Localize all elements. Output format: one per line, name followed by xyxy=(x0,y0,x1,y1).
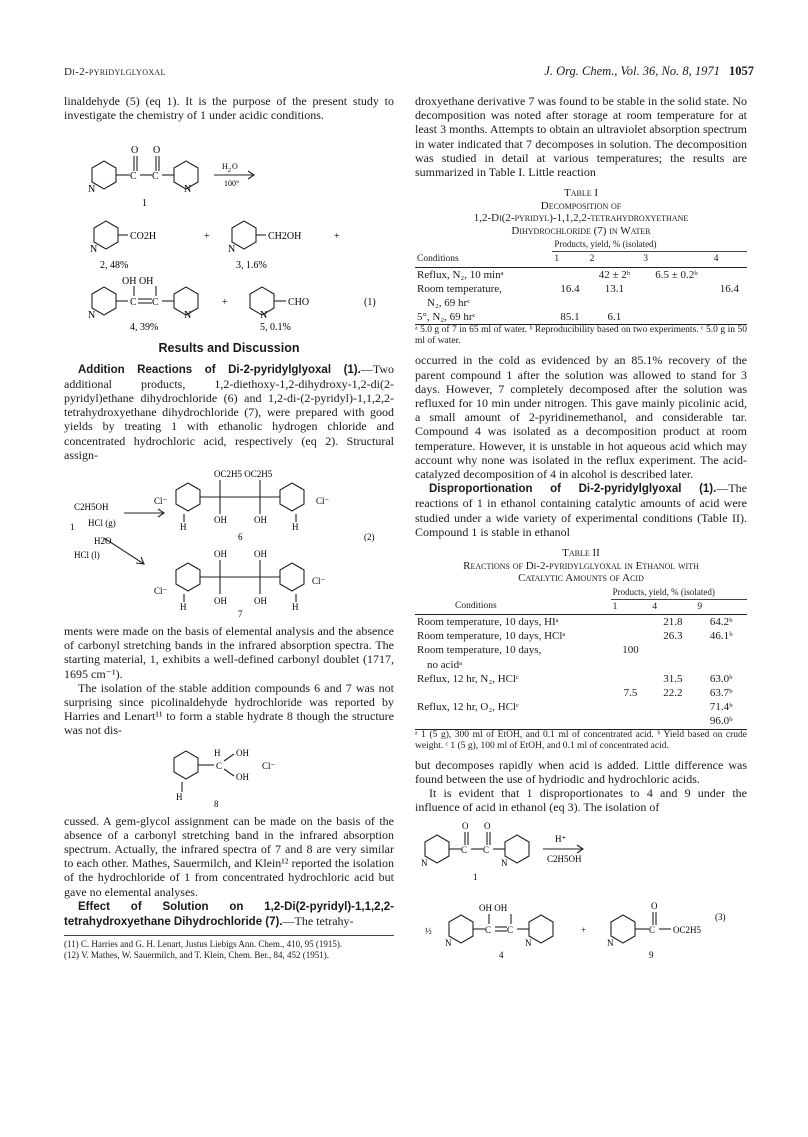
table-cell: 100 xyxy=(622,644,639,657)
h-label-6a: H xyxy=(180,522,187,533)
table-1-col-2: 2 xyxy=(589,254,595,265)
reagent-ethanol: C2H5OH xyxy=(74,502,109,513)
table-cell: 21.8 xyxy=(650,614,695,629)
table-cell: Reflux, 12 hr, N₂, HClᶜ xyxy=(417,672,519,685)
table-1-row xyxy=(415,310,747,325)
paragraph-structure: ments were made on the basis of elemental analysis and the absence of carbonyl stretching bands in the infrared absorption spectra. The starting material, 1, exhibits a well-defined carbonyl doublet (1717, 1695 cm⁻¹). xyxy=(64,624,394,681)
table-cell: Room temperature, 10 days, HIᵃ xyxy=(415,614,611,629)
table-2-title-line-1: Reactions of Di-2-pyridylglyoxal in Ethanol with xyxy=(463,559,699,572)
reagent-ethanol: C2H5OH xyxy=(547,854,582,865)
table-2-row xyxy=(415,672,747,686)
table-cell: 31.5 xyxy=(663,672,683,685)
reference-12: (12) V. Mathes, W. Sauermilch, and T. Klein, Chem. Ber., 84, 452 (1951). xyxy=(64,950,330,961)
paragraph-disproportionation-text: —The reactions of 1 in ethanol containing catalytic amounts of acid were studied under a wide variety of experimental conditions (Table II). Compound 1 is stable in ethanol xyxy=(415,481,747,539)
journal-name: J. Org. Chem., Vol. 36, No. 8, 1971 xyxy=(544,64,720,78)
svg-text:N: N xyxy=(525,938,532,949)
svg-text:+: + xyxy=(334,231,340,243)
oh-label-7d: OH xyxy=(254,596,267,607)
table-cell: N₂, 69 hrᶜ xyxy=(427,297,471,310)
table-cell: 16.4 xyxy=(560,282,580,295)
runin-heading-solution: Effect of Solution on 1,2-Di(2-pyridyl)-1,1,2,2-tetrahydroxyethane Dihydrochloride (7). xyxy=(64,900,394,929)
table-2-number: Table II xyxy=(562,547,600,560)
svg-text:N: N xyxy=(501,858,508,869)
chloride-6a: Cl⁻ xyxy=(154,496,168,507)
references xyxy=(64,935,394,961)
svg-text:N: N xyxy=(228,244,236,256)
table-2-grid xyxy=(415,585,747,730)
svg-text:Cl⁻: Cl⁻ xyxy=(262,760,276,771)
chloride-7a: Cl⁻ xyxy=(154,586,168,597)
table-cell: Room temperature, 10 days, HClᵃ xyxy=(417,630,566,643)
half-coefficient: ½ xyxy=(425,926,432,937)
svg-text:C: C xyxy=(461,845,468,856)
table-cell xyxy=(611,614,651,629)
paragraph-evident: It is evident that 1 disproportionates to 4 and 9 under the influence of acid in ethanol (eq 3). The isolation of xyxy=(415,786,747,815)
left-column xyxy=(64,94,394,961)
table-1-row xyxy=(415,296,747,310)
ch2oh-group: CH2OH xyxy=(268,231,302,243)
svg-text:OH: OH xyxy=(236,771,249,782)
table-cell: 6.1 xyxy=(588,310,642,325)
compound-6-label: 6 xyxy=(238,532,243,543)
reference-11: (11) C. Harries and G. H. Lenart, Justus Liebigs Ann. Chem., 410, 95 (1915). xyxy=(64,939,343,950)
table-cell: Reflux, 12 hr, O₂, HClᶜ xyxy=(417,701,519,714)
table-1-col-conditions: Conditions xyxy=(417,253,459,264)
table-2-row xyxy=(415,614,747,629)
equation-2-start-label: 1 xyxy=(70,522,75,533)
table-1-row xyxy=(415,282,747,296)
svg-text:C: C xyxy=(152,297,159,309)
svg-text:2: 2 xyxy=(228,168,231,175)
table-1-footnotes: ᵃ 5.0 g of 7 in 65 ml of water. ᵇ Reproducibility based on two experiments. ᶜ 5.0 g in 50 ml of water. xyxy=(415,325,747,347)
intro-paragraph: linaldehyde (5) (eq 1). It is the purpose of the present study to investigate the chemistry of 1 under acidic conditions. xyxy=(64,94,394,123)
svg-text:+: + xyxy=(581,925,587,936)
table-2-title-line-2: Catalytic Amounts of Acid xyxy=(518,572,644,585)
svg-text:N: N xyxy=(184,184,192,196)
right-column xyxy=(415,94,747,966)
running-head: Di-2-pyridylglyoxal xyxy=(64,66,166,78)
compound-1-label: 1 xyxy=(142,198,147,210)
svg-text:OH: OH xyxy=(236,747,249,758)
section-heading: Results and Discussion xyxy=(158,341,300,356)
paragraph-acid-effect: but decomposes rapidly when acid is added. Little difference was found between the use of hydriodic and hydrochloric acids. xyxy=(415,757,747,786)
table-2-footnotes: ᵃ 1 (5 g), 300 ml of EtOH, and 0.1 ml of concentrated acid. ᵇ Yield based on crude weight. ᶜ 1 (5 g), 100 ml of EtOH, and 0.1 ml of concentrated acid. xyxy=(415,729,747,751)
h-label-6b: H xyxy=(292,522,299,533)
paragraph-isolation: The isolation of the stable addition compounds 6 and 7 was not surprising since picolinaldehyde hydrochloride was reported by Harries and Lenart¹¹ to form a stable hydrate 8 though the structure was not dis- xyxy=(64,680,394,738)
ethoxy-group: OC2H5 xyxy=(673,925,702,936)
runin-heading-disproportionation: Disproportionation of Di-2-pyridylglyoxal (1). xyxy=(429,483,717,496)
svg-text:H: H xyxy=(214,747,221,758)
table-2-col-4: 4 xyxy=(652,601,658,612)
svg-text:C: C xyxy=(485,925,492,936)
table-cell xyxy=(712,267,747,282)
table-cell xyxy=(552,267,587,282)
table-2-row xyxy=(415,643,747,657)
svg-text:100°: 100° xyxy=(224,179,240,189)
svg-text:O: O xyxy=(651,901,658,912)
table-cell: 26.3 xyxy=(663,630,683,643)
paragraph-addition xyxy=(64,362,394,462)
svg-text:C: C xyxy=(130,171,137,183)
paragraph-solution-text: —The tetrahy- xyxy=(282,914,354,929)
table-cell: 13.1 xyxy=(604,282,625,295)
table-1-row xyxy=(415,267,747,282)
structure-8 xyxy=(64,744,394,808)
oh-label-7c: OH xyxy=(214,596,227,607)
table-cell: 96.0ᵇ xyxy=(695,714,747,729)
equation-3 xyxy=(415,820,747,960)
compound-4-label: 4 xyxy=(499,950,504,961)
svg-text:O: O xyxy=(484,821,491,832)
equation-2-tag: (2) xyxy=(364,532,375,543)
svg-text:C: C xyxy=(216,760,223,771)
svg-text:N: N xyxy=(88,310,96,322)
chloride-6b: Cl⁻ xyxy=(316,496,330,507)
svg-text:H: H xyxy=(176,791,183,802)
table-2-col-9: 9 xyxy=(697,601,703,612)
equation-1 xyxy=(64,128,394,333)
table-1-col-4: 4 xyxy=(713,254,719,265)
table-2-row xyxy=(415,700,747,714)
svg-text:+: + xyxy=(222,297,228,309)
table-cell: no acidᵃ xyxy=(427,658,463,671)
compound-4-label: 4, 39% xyxy=(130,322,159,334)
table-2-row xyxy=(415,629,747,643)
table-2 xyxy=(415,547,747,752)
equation-1-tag: (1) xyxy=(364,297,376,309)
svg-text:C: C xyxy=(483,845,490,856)
ethoxy-labels: OC2H5 OC2H5 xyxy=(214,469,273,480)
table-cell: 64.2ᵇ xyxy=(695,614,747,629)
table-cell: 7.5 xyxy=(623,687,638,699)
h-label-7a: H xyxy=(180,602,187,613)
table-1-number: Table I xyxy=(563,187,599,200)
chloride-7b: Cl⁻ xyxy=(312,576,326,587)
table-2-col-1: 1 xyxy=(612,601,618,612)
svg-text:C: C xyxy=(507,925,514,936)
table-2-row xyxy=(415,658,747,672)
svg-text:C: C xyxy=(130,297,137,309)
paragraph-stability: droxyethane derivative 7 was found to be stable in the solid state. No decomposition was noted after storage at room temperature for at least 3 months. Attempts to obtain an ultraviolet absorption spectrum in water indicated that 7 decomposes in solution. The decomposition was studied in detail at various temperatures; the results are summarized in Table I. Little reaction xyxy=(415,94,747,180)
table-1-title-line-3: Dihydrochloride (7) in Water xyxy=(511,224,651,237)
table-cell xyxy=(641,282,711,296)
table-cell: 6.5 ± 0.2ᵇ xyxy=(641,267,711,282)
svg-text:O: O xyxy=(232,162,238,172)
compound-1-label: 1 xyxy=(473,872,478,883)
table-2-span-header: Products, yield, % (isolated) xyxy=(611,585,747,600)
table-cell: Reflux, N₂, 10 minᵃ xyxy=(415,267,552,282)
cho-group: CHO xyxy=(288,297,310,309)
h-label-7b: H xyxy=(292,602,299,613)
co2h-group: CO2H xyxy=(130,231,157,243)
table-cell: 71.4ᵇ xyxy=(709,701,733,714)
table-cell: 22.2 xyxy=(663,687,683,699)
equation-3-scheme xyxy=(415,820,747,960)
equation-3-tag: (3) xyxy=(715,912,726,923)
table-cell xyxy=(611,629,651,643)
table-cell: 85.1 xyxy=(552,310,587,325)
diol-oh-label: OH OH xyxy=(479,903,508,914)
table-2-row xyxy=(415,686,747,700)
table-1-title-line-1: Decomposition of xyxy=(540,199,622,212)
svg-text:N: N xyxy=(184,310,192,322)
reagent-hcl-gas: HCl (g) xyxy=(88,518,116,529)
structure-8-drawing xyxy=(64,744,394,808)
oh-label-7a: OH xyxy=(214,549,227,560)
compound-8-label: 8 xyxy=(214,798,219,808)
svg-text:N: N xyxy=(421,858,428,869)
table-1-col-1: 1 xyxy=(554,254,560,265)
journal-citation xyxy=(544,64,754,79)
paragraph-decomposition: occurred in the cold as evidenced by an 85.1% recovery of the parent compound 1 after the solution was allowed to stand for 3 days. However, 7 completely decomposed after the solution was refluxed for 10 min under nitrogen. This gave mainly picolinic acid, a small amount of 2-pyridinemethanol, and considerable tar. Compound 4 was isolated as a decomposition product at room temperature. However, it is unstable in hot aqueous acid which may account why none was isolated in the reflux experiment. The acid-catalyzed decomposition of 4 in alcohol is described later. xyxy=(415,353,747,482)
runin-heading-addition: Addition Reactions of Di-2-pyridylglyoxal (1). xyxy=(78,363,361,376)
compound-2-label: 2, 48% xyxy=(100,260,129,272)
svg-text:H: H xyxy=(222,162,228,172)
svg-text:N: N xyxy=(607,938,614,949)
table-cell: 5°, N₂, 69 hrᶜ xyxy=(415,310,552,325)
equation-2 xyxy=(64,468,394,618)
oh-label-6b: OH xyxy=(254,515,267,526)
table-1-title-line-2: 1,2-Di(2-pyridyl)-1,1,2,2-tetrahydroxyethane xyxy=(473,212,689,225)
svg-text:C: C xyxy=(649,925,656,936)
reagent-acid: H⁺ xyxy=(555,834,567,845)
svg-text:O: O xyxy=(153,145,161,157)
oh-label-7b: OH xyxy=(254,549,267,560)
equation-2-scheme xyxy=(64,468,394,618)
table-cell: Room temperature, xyxy=(417,282,502,295)
paragraph-solution xyxy=(64,899,394,929)
svg-text:O: O xyxy=(131,145,139,157)
svg-text:O: O xyxy=(462,821,469,832)
table-1 xyxy=(415,187,747,347)
compound-3-label: 3, 1.6% xyxy=(236,260,267,272)
equation-1-scheme xyxy=(64,128,394,333)
table-cell: 46.1ᵇ xyxy=(709,630,733,643)
table-1-col-3: 3 xyxy=(643,254,649,265)
table-2-row xyxy=(415,714,747,729)
paragraph-disproportionation xyxy=(415,481,747,539)
compound-9-label: 9 xyxy=(649,950,654,961)
table-cell: 63.7ᵇ xyxy=(709,687,733,699)
compound-5-label: 5, 0.1% xyxy=(260,322,291,334)
oh-label-6a: OH xyxy=(214,515,227,526)
svg-text:N: N xyxy=(445,938,452,949)
table-1-span-header: Products, yield, % (isolated) xyxy=(552,237,747,252)
table-cell: Room temperature, 10 days, xyxy=(417,644,542,657)
table-2-col-conditions: Conditions xyxy=(455,601,497,612)
diol-oh-label: OH OH xyxy=(122,276,154,288)
table-cell: 16.4 xyxy=(719,282,739,295)
svg-text:+: + xyxy=(204,231,210,243)
svg-text:N: N xyxy=(260,310,268,322)
compound-7-label: 7 xyxy=(238,609,243,619)
paragraph-gem-glycol: cussed. A gem-glycol assignment can be made on the basis of the absence of a carbonyl stretching band in the infrared absorption spectrum. Actually, the infrared spectra of 7 and 8 are very similar to each other. Mathes, Sauermilch, and Klein¹² reported the isolation of the hydrochloride of 1 from concentrated hydrochloric acid but gave no elemental analyses. xyxy=(64,813,394,899)
svg-text:C: C xyxy=(152,171,159,183)
reagent-water: H2O xyxy=(94,536,112,547)
svg-text:N: N xyxy=(90,244,98,256)
table-cell: 42 ± 2ᵇ xyxy=(588,267,642,282)
reagent-hcl-liquid: HCl (l) xyxy=(74,550,100,561)
page-number: 1057 xyxy=(729,64,754,78)
paragraph-addition-text: —Two additional products, 1,2-diethoxy-1,2-dihydroxy-1,2-di(2-pyridyl)ethane dihydrochloride (6) and 1,2-di-(2-pyridyl)-1,1,2,2-tetrahydroxyethane dihydrochloride (7), were prepared with good yields by treating 1 with ethanolic hydrogen chloride and concentrated hydrochloric acid, respectively (eq 2). Structural assign- xyxy=(64,361,394,462)
table-1-grid xyxy=(415,237,747,325)
svg-text:N: N xyxy=(88,184,96,196)
table-cell: 63.0ᵇ xyxy=(709,672,733,685)
